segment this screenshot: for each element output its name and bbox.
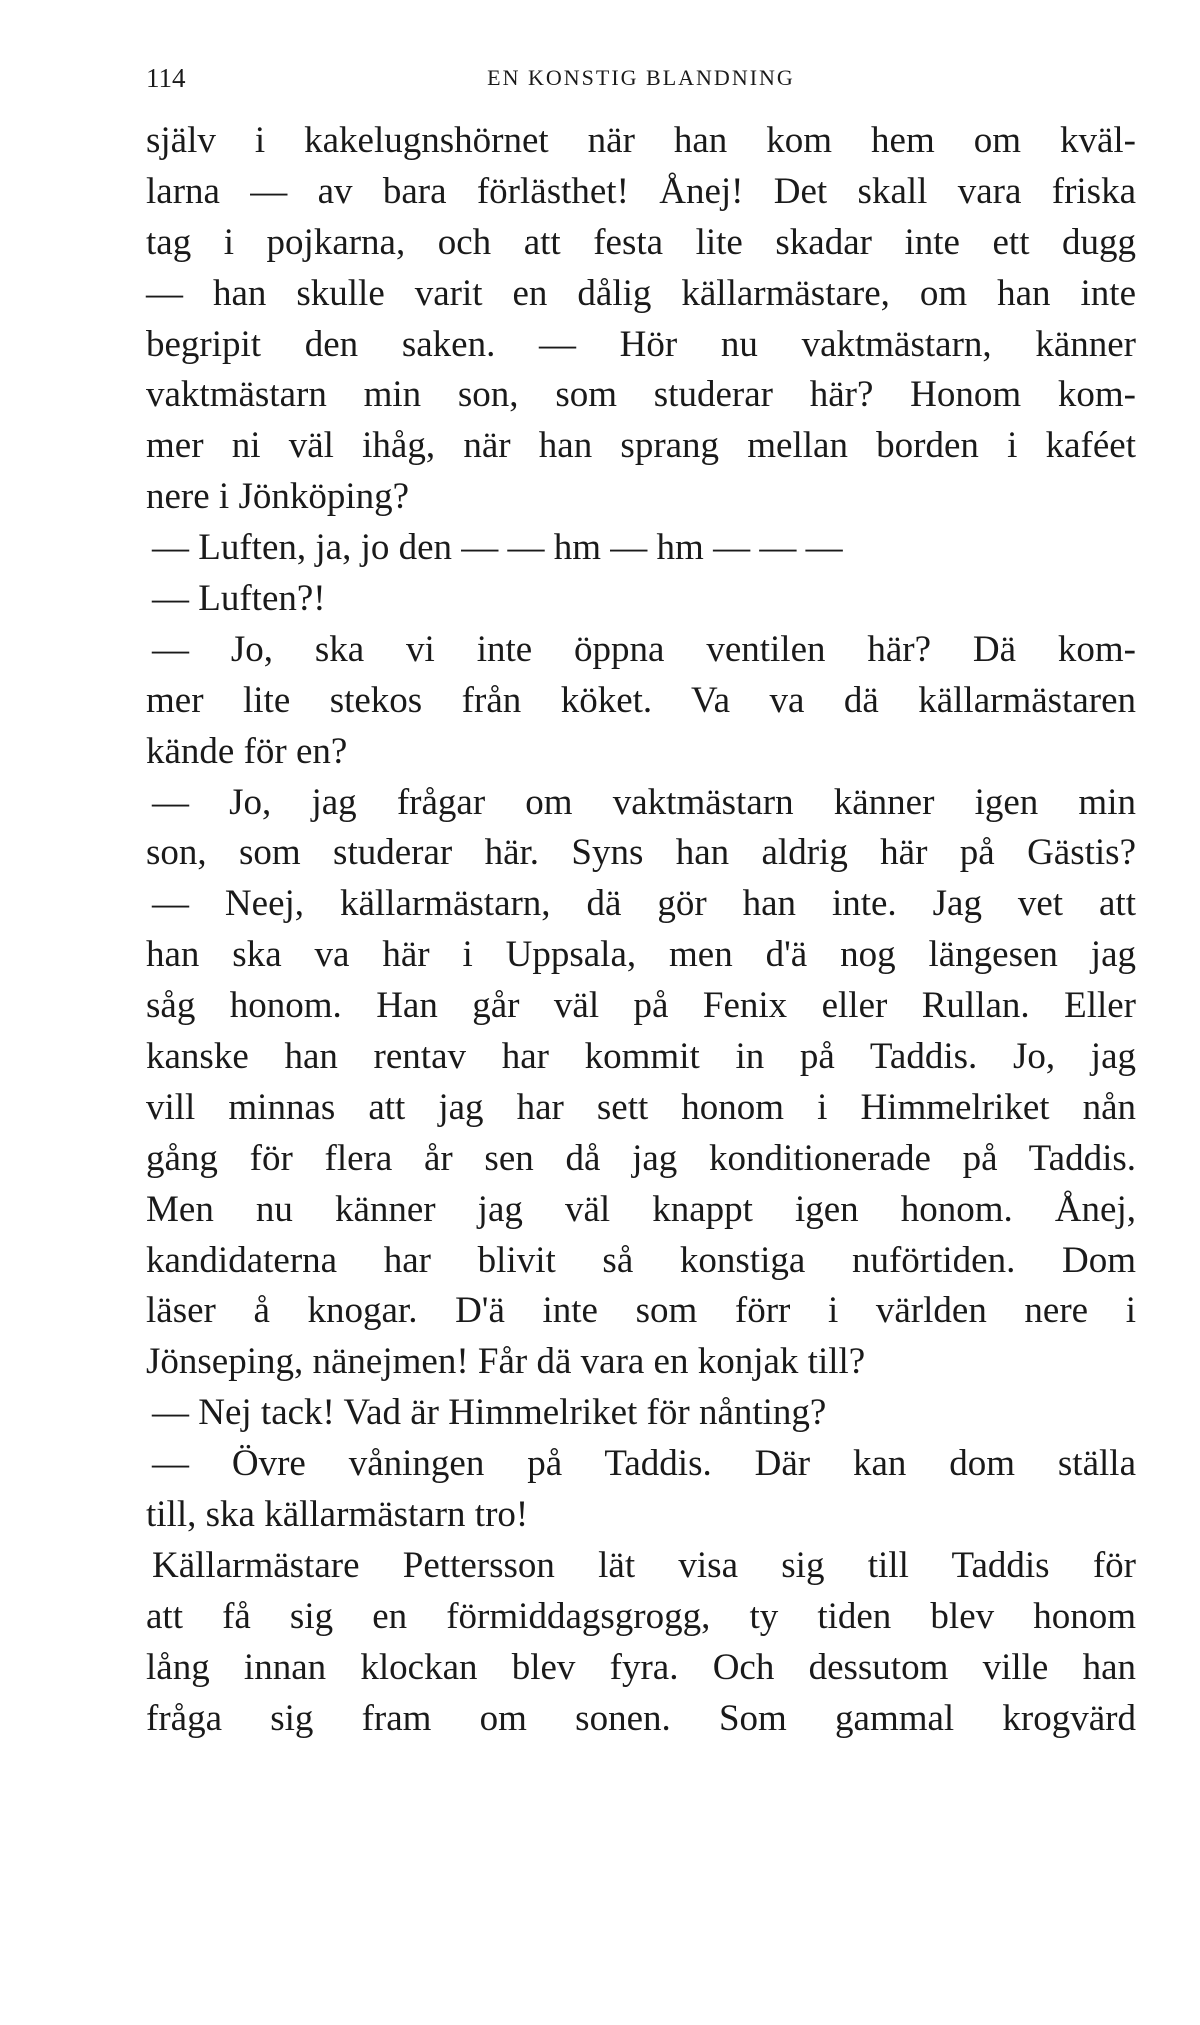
text-line: såg honom. Han går väl på Fenix eller Rullan. Eller: [146, 985, 1136, 1027]
text-line: vill minnas att jag har sett honom i Himmelriket nån: [146, 1086, 1136, 1128]
text-line: att få sig en förmiddagsgrogg, ty tiden blev honom: [146, 1595, 1136, 1637]
text-line: — Jo, jag frågar om vaktmästarn känner igen min: [152, 781, 1136, 823]
text-line: mer ni väl ihåg, när han sprang mellan borden i kaféet: [146, 425, 1136, 467]
text-line: Källarmästare Pettersson lät visa sig till Taddis för: [152, 1544, 1136, 1586]
text-line: gång för flera år sen då jag konditionerade på Taddis.: [146, 1137, 1136, 1179]
text-line: själv i kakelugnshörnet när han kom hem om kväl-: [146, 120, 1136, 161]
text-line: kandidaterna har blivit så konstiga nuförtiden. Dom: [146, 1239, 1136, 1281]
running-head: [146, 58, 1136, 98]
text-line: — Luften?!: [152, 578, 326, 620]
text-line: Jönseping, nänejmen! Får dä vara en konjak till?: [146, 1341, 866, 1383]
text-line: kände för en?: [146, 730, 348, 772]
text-line: kanske han rentav har kommit in på Taddis. Jo, jag: [146, 1036, 1136, 1078]
page-number: 114: [146, 63, 186, 93]
text-line: mer lite stekos från köket. Va va dä källarmästaren: [146, 679, 1136, 721]
text-line: — Nej tack! Vad är Himmelriket för nånting?: [152, 1392, 827, 1434]
text-line: vaktmästarn min son, som studerar här? Honom kom-: [146, 374, 1136, 416]
text-line: — han skulle varit en dålig källarmästare, om han inte: [146, 272, 1136, 314]
text-line: till, ska källarmästarn tro!: [146, 1494, 529, 1536]
text-line: läser å knogar. D'ä inte som förr i världen nere i: [146, 1290, 1136, 1332]
text-line: lång innan klockan blev fyra. Och dessutom ville han: [146, 1646, 1136, 1688]
text-line: larna — av bara förlästhet! Ånej! Det skall vara friska: [146, 170, 1136, 212]
text-line: — Övre våningen på Taddis. Där kan dom ställa: [152, 1443, 1136, 1485]
text-line: fråga sig fram om sonen. Som gammal krogvärd: [146, 1697, 1136, 1739]
text-line: son, som studerar här. Syns han aldrig här på Gästis?: [146, 832, 1136, 874]
text-line: Men nu känner jag väl knappt igen honom. Ånej,: [146, 1188, 1136, 1230]
text-line: — Neej, källarmästarn, dä gör han inte. Jag vet att: [152, 883, 1136, 925]
body-text: [146, 116, 1136, 1745]
text-line: begripit den saken. — Hör nu vaktmästarn, känner: [146, 323, 1136, 365]
text-line: — Luften, ja, jo den — — hm — hm — — —: [152, 527, 843, 569]
text-line: tag i pojkarna, och att festa lite skadar inte ett dugg: [146, 221, 1136, 263]
running-title: EN KONSTIG BLANDNING: [487, 65, 795, 90]
text-line: han ska va här i Uppsala, men d'ä nog längesen jag: [146, 934, 1136, 976]
text-line: nere i Jönköping?: [146, 476, 410, 518]
text-line: — Jo, ska vi inte öppna ventilen här? Dä kom-: [152, 628, 1136, 670]
